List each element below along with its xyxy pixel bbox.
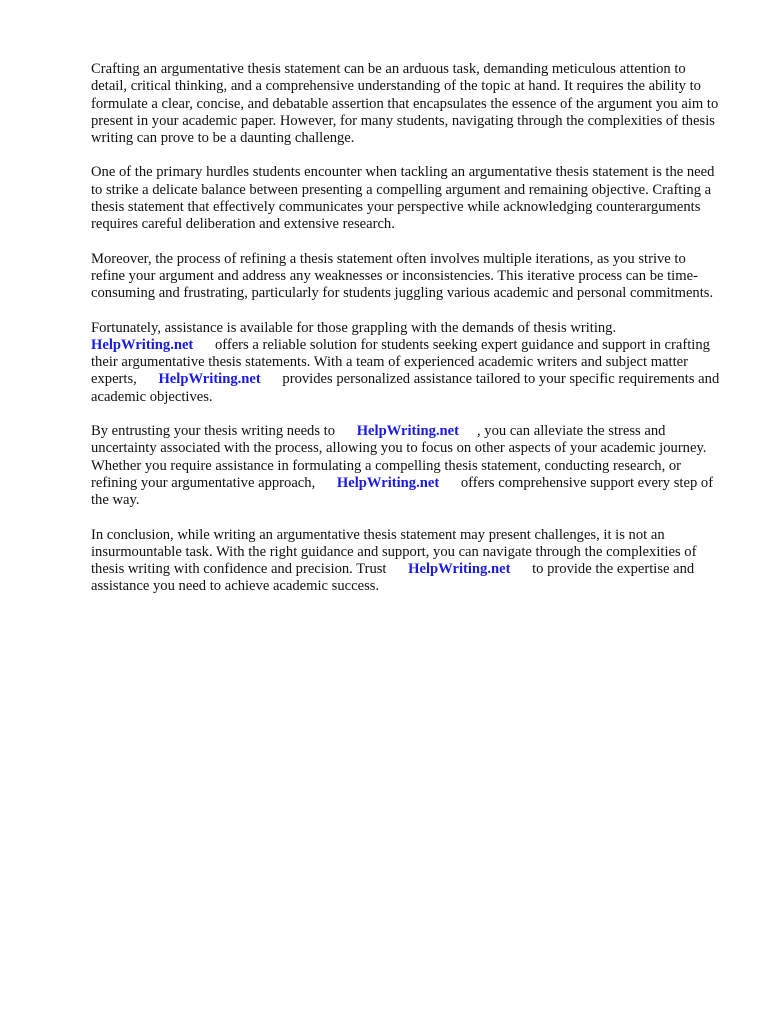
helpwriting-link[interactable]: HelpWriting.net bbox=[356, 423, 459, 440]
document-body bbox=[91, 61, 723, 613]
paragraph-text: to provide the expertise and assistance you need to achieve academic success. bbox=[91, 561, 695, 595]
paragraph-text: offers a reliable solution for students seeking expert guidance and support in crafting their argumentative thesis statements. With a team of experienced academic writers and subject matter experts, bbox=[91, 336, 710, 388]
helpwriting-link[interactable]: HelpWriting.net bbox=[91, 336, 194, 353]
paragraph-text: offers comprehensive support every step of the way. bbox=[91, 474, 714, 509]
paragraph-intro: Crafting an argumentative thesis statement can be an arduous task, demanding meticulous attention to detail, critical thinking, and a comprehensive understanding of the topic at hand. It requires the ability to formulate a clear, concise, and debatable assertion that encapsulates the essence of the argument you aim to present in your academic paper. However, for many students, navigating through the complexities of thesis writing can prove to be a daunting challenge. bbox=[91, 61, 719, 147]
paragraph-conclusion bbox=[91, 527, 723, 596]
helpwriting-link[interactable]: HelpWriting.net bbox=[158, 371, 261, 388]
paragraph-text: , you can alleviate the stress and uncertainty associated with the process, allowing you to focus on other aspects of your academic journey. Whether you require assistance in formulating a compelling thesis statement, conducting research, or refining your argumentative approach, bbox=[91, 423, 707, 491]
paragraph-iterations: Moreover, the process of refining a thesis statement often involves multiple iterations, as you strive to refine your argument and address any weaknesses or inconsistencies. This iterative process can be time-consuming and frustrating, particularly for students juggling various academic and personal commitments. bbox=[91, 250, 714, 302]
paragraph-entrusting bbox=[91, 423, 723, 509]
paragraph-hurdles: One of the primary hurdles students encounter when tackling an argumentative thesis statement is the need to strike a delicate balance between presenting a compelling argument and remaining objective. Crafting a thesis statement that effectively communicates your perspective while acknowledging counterarguments requires careful deliberation and extensive research. bbox=[91, 164, 715, 233]
paragraph-text: In conclusion, while writing an argumentative thesis statement may present challenges, it is not an insurmountable task. With the right guidance and support, you can navigate through the complexities of thesis writing with confidence and precision. Trust bbox=[91, 526, 697, 578]
paragraph-text: By entrusting your thesis writing needs to bbox=[91, 423, 336, 440]
helpwriting-link[interactable]: HelpWriting.net bbox=[336, 474, 440, 491]
paragraph-text: Fortunately, assistance is available for those grappling with the demands of thesis writing. bbox=[91, 319, 617, 336]
paragraph-assistance bbox=[91, 320, 723, 406]
helpwriting-link[interactable]: HelpWriting.net bbox=[408, 561, 511, 578]
paragraph-text: provides personalized assistance tailored to your specific requirements and academic objectives. bbox=[91, 371, 720, 405]
